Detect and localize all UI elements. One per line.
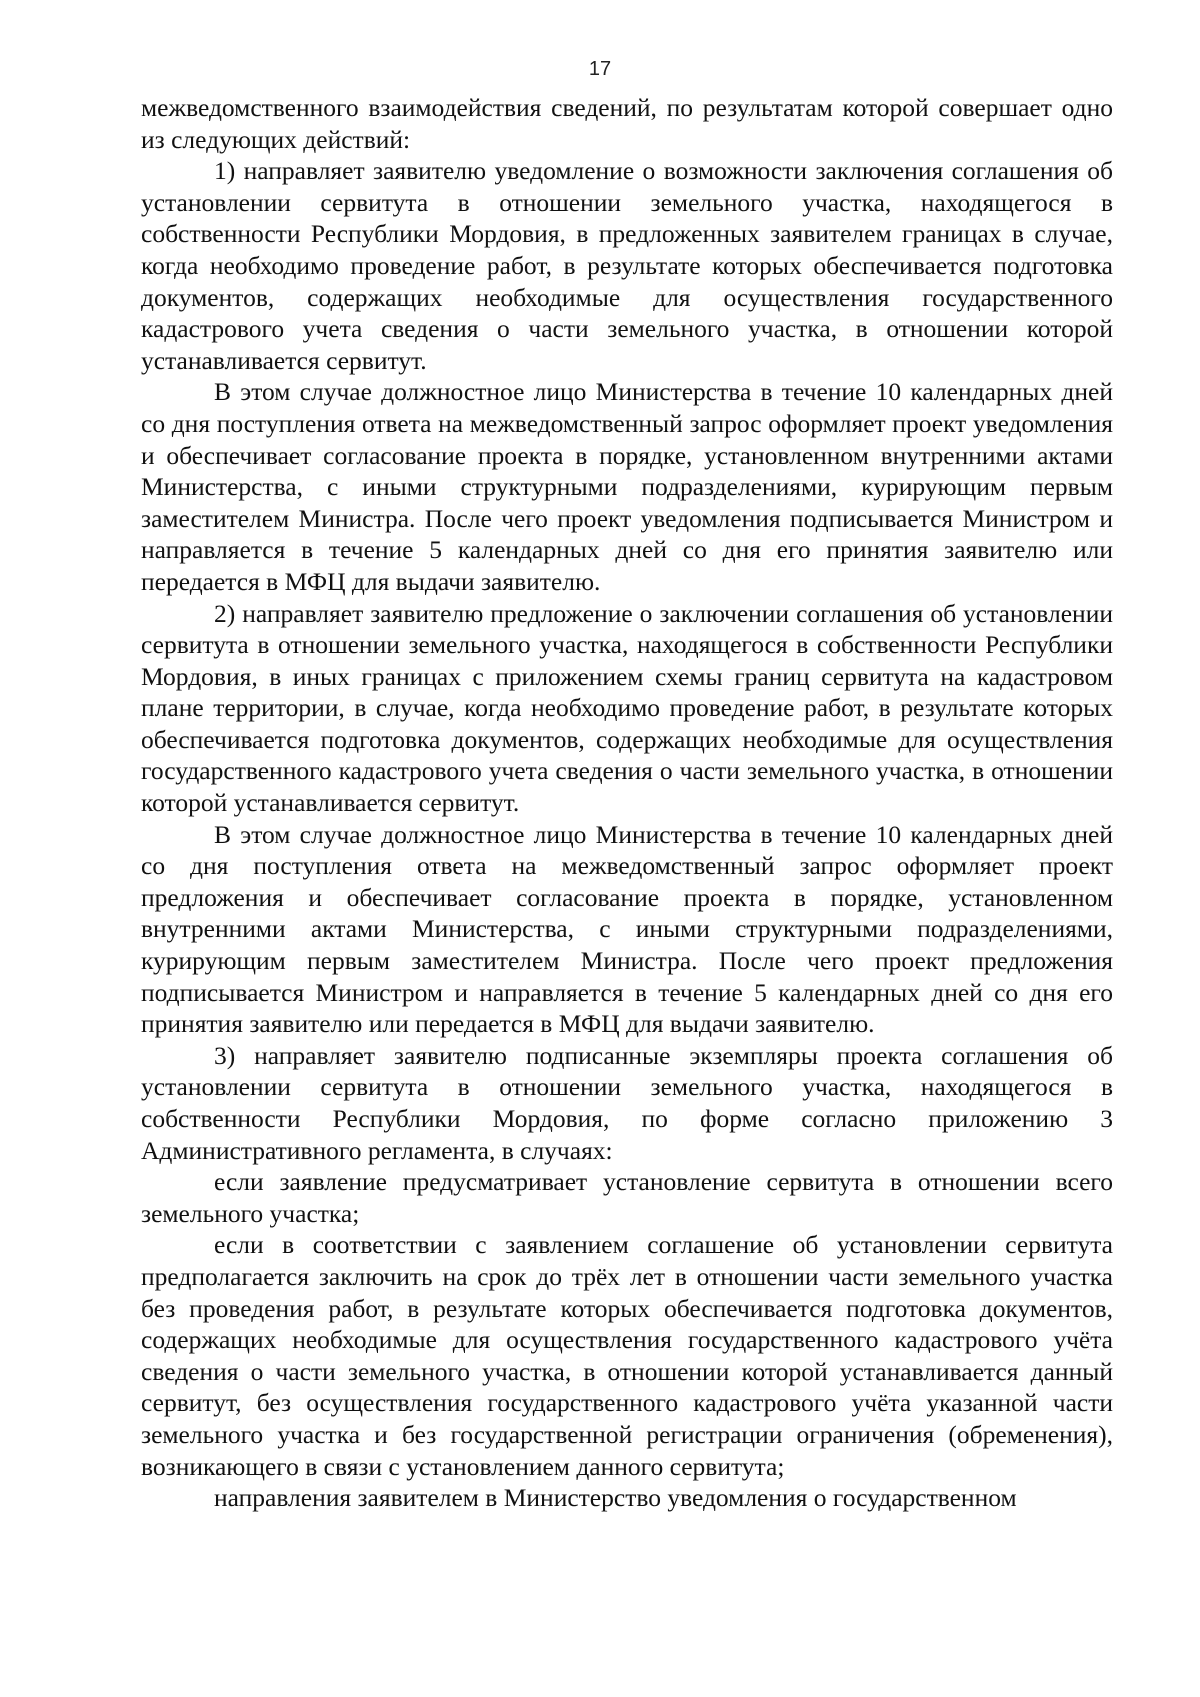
document-body <box>141 92 1113 1514</box>
paragraph-item-2-details: В этом случае должностное лицо Министерства в течение 10 календарных дней со дня поступления ответа на межведомственный запрос оформляет проект предложения и обеспечивает согласование проекта в порядке, установленном внутренними актами Министерства, с иными структурными подразделениями, курирующим первым заместителем Министра. После чего проект предложения подписывается Министром и направляется в течение 5 календарных дней со дня его принятия заявителю или передается в МФЦ для выдачи заявителю. <box>141 819 1113 1039</box>
paragraph-case-part-parcel: если в соответствии с заявлением соглашение об установлении сервитута предполагается заключить на срок до трёх лет в отношении части земельного участка без проведения работ, в результате которых обеспечивается подготовка документов, содержащих необходимые для осуществления государственного кадастрового учёта сведения о части земельного участка, в отношении которой устанавливается данный сервитут, без осуществления государственного кадастрового учёта указанной части земельного участка и без государственной регистрации ограничения (обременения), возникающего в связи с установлением данного сервитута; <box>141 1230 1113 1481</box>
paragraph-item-3: 3) направляет заявителю подписанные экземпляры проекта соглашения об установлении сервитута в отношении земельного участка, находящегося в собственности Республики Мордовия, по форме согласно приложению 3 Административного регламента, в случаях: <box>141 1040 1113 1165</box>
paragraph-item-2: 2) направляет заявителю предложение о заключении соглашения об установлении сервитута в отношении земельного участка, находящегося в собственности Республики Мордовия, в иных границах с приложением схемы границ сервитута на кадастровом плане территории, в случае, когда необходимо проведение работ, в результате которых обеспечивается подготовка документов, содержащих необходимые для осуществления государственного кадастрового учета сведения о части земельного участка, в отношении которой устанавливается сервитут. <box>141 598 1113 818</box>
paragraph-case-whole-parcel: если заявление предусматривает установление сервитута в отношении всего земельного участка; <box>141 1167 1113 1228</box>
paragraph-item-1: 1) направляет заявителю уведомление о возможности заключения соглашения об установлении сервитута в отношении земельного участка, находящегося в собственности Республики Мордовия, в предложенных заявителем границах в случае, когда необходимо проведение работ, в результате которых обеспечивается подготовка документов, содержащих необходимые для осуществления государственного кадастрового учета сведения о части земельного участка, в отношении которой устанавливается сервитут. <box>141 156 1113 375</box>
paragraph-continuation: межведомственного взаимодействия сведений, по результатам которой совершает одно из следующих действий: <box>141 93 1113 154</box>
paragraph-case-notification: направления заявителем в Министерство уведомления о государственном <box>214 1483 1017 1513</box>
paragraph-item-1-details: В этом случае должностное лицо Министерства в течение 10 календарных дней со дня поступления ответа на межведомственный запрос оформляет проект уведомления и обеспечивает согласование проекта в порядке, установленном внутренними актами Министерства, с иными структурными подразделениями, курирующим первым заместителем Министра. После чего проект уведомления подписывается Министром и направляется в течение 5 календарных дней со дня его принятия заявителю или передается в МФЦ для выдачи заявителю. <box>141 377 1113 596</box>
page-number: 17 <box>588 58 612 80</box>
